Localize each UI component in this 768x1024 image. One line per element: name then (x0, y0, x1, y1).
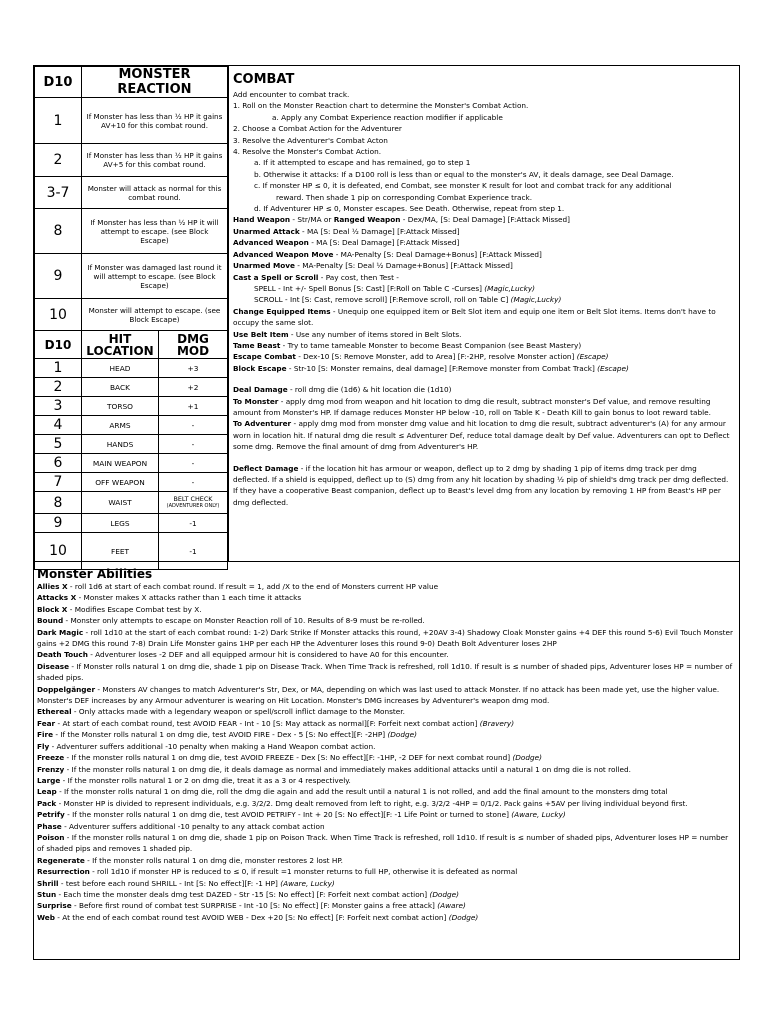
action-desc: - Try to tame tameable Monster to become Beast Companion (see Beast Mastery) (280, 340, 582, 350)
action-advanced-weapon (233, 237, 734, 248)
table-row (35, 299, 228, 331)
table-row (35, 177, 228, 209)
location-roll: 2 (35, 378, 82, 397)
ability-name: Leap (37, 787, 57, 797)
location-roll: 8 (35, 492, 82, 514)
ability-item (37, 889, 736, 900)
action-desc: - Dex/MA, [S: Deal Damage] [F:Attack Missed] (400, 215, 571, 225)
combat-substep-cont: reward. Then shade 1 pip on corresponding Combat Experience track. (276, 192, 533, 202)
belt-check-label: BELT CHECK (173, 494, 213, 503)
ability-item (37, 615, 736, 626)
action-term: Cast a Spell or Scroll (233, 272, 319, 282)
location-name: HANDS (82, 435, 159, 454)
ability-item (37, 604, 736, 615)
combat-line: Add encounter to combat track. (233, 90, 350, 99)
ability-name: Phase (37, 821, 62, 831)
action-unarmed-attack (233, 226, 734, 237)
action-term: Unarmed Move (233, 261, 295, 271)
ability-name: Web (37, 912, 55, 922)
damage-to-adventurer (233, 418, 734, 452)
ability-name: Large (37, 775, 61, 785)
action-use-belt-item (233, 329, 734, 340)
action-change-equipped (233, 306, 734, 329)
table-row (35, 359, 228, 378)
ability-item (37, 661, 736, 684)
location-mod: - (159, 454, 228, 473)
table-row (35, 254, 228, 299)
scroll-line (233, 294, 734, 305)
ability-name: Disease (37, 661, 70, 671)
damage-to-monster (233, 396, 734, 419)
ability-name: Bound (37, 616, 64, 626)
action-block-escape (233, 363, 734, 374)
location-mod: +1 (159, 397, 228, 416)
combat-section (230, 66, 738, 561)
table-row (35, 435, 228, 454)
col-hit-location-header: HIT LOCATION (82, 331, 159, 359)
action-desc: - MA-Penalty [S: Deal ½ Damage+Bonus] [F:Attack Missed] (294, 261, 513, 271)
ability-item (37, 764, 736, 775)
monster-abilities-section (34, 561, 739, 923)
action-term: Hand Weapon (233, 215, 291, 225)
reaction-text: If Monster has less than ½ HP it will attempt to escape. (see Block Escape) (82, 209, 228, 254)
action-tag: (Escape) (576, 352, 609, 362)
table-row (35, 397, 228, 416)
combat-substep: a. Apply any Combat Experience reaction modifier if applicable (272, 112, 503, 122)
col-dmg-mod-header: DMG MOD (159, 331, 228, 359)
ability-desc: - At the end of each combat round test AVOID WEB - Dex +20 [S: No effect] [F: Forfeit next combat action] (54, 912, 449, 922)
ability-name: Stun (37, 889, 57, 899)
table-row (35, 98, 228, 144)
combat-substep: c. If monster HP ≤ 0, it is defeated, end Combat, see monster K result for loot and combat track for any additional (254, 181, 672, 191)
ability-item (37, 775, 736, 786)
action-unarmed-move (233, 260, 734, 271)
ability-item (37, 649, 736, 660)
abilities-heading: Monster Abilities (37, 567, 153, 581)
ability-item (37, 912, 736, 923)
location-roll: 6 (35, 454, 82, 473)
ability-desc: - Monsters AV changes to match Adventurer's Str, Dex, or MA, depending on which was last used to attack Monster. If no attack has been made yet, use the higher value. Monster's DEF increases by any Armour adventurer is wearing on Hit Location. Monster's DMG increases by Adventurer's weapon dmg mod. (37, 684, 720, 706)
action-term: Deflect Damage (233, 463, 299, 473)
ability-item (37, 581, 736, 592)
ability-desc: - If the monster rolls natural 1 on dmg die, test AVOID FREEZE - Dex [S: No effect][F: -1HP, -2 DEF for next combat round] (64, 753, 513, 763)
action-term: Unarmed Attack (233, 226, 300, 236)
action-term: Use Belt Item (233, 329, 289, 339)
col-d10-header: D10 (35, 331, 82, 359)
action-desc: - MA [S: Deal ½ Damage] [F:Attack Missed] (299, 226, 460, 236)
ability-item (37, 821, 736, 832)
action-desc: - roll dmg die (1d6) & hit location die (1d10) (287, 385, 452, 395)
reaction-text: If Monster was damaged last round it will attempt to escape. (see Block Escape) (82, 254, 228, 299)
reaction-text: Monster will attack as normal for this combat round. (82, 177, 228, 209)
col-d10-header: D10 (35, 67, 82, 98)
ability-desc: - If the monster rolls natural 1 or 2 on dmg die, treat it as a 3 or 4 respectively. (60, 775, 351, 785)
location-name: BACK (82, 378, 159, 397)
action-term: Change Equipped Items (233, 306, 331, 316)
ability-name: Resurrection (37, 867, 90, 877)
combat-heading: COMBAT (233, 72, 295, 87)
ability-item (37, 706, 736, 717)
ability-desc: - If the monster rolls natural 1 on dmg die, it deals damage as normal and immediately makes additional attacks until a natural 1 on dmg die is not rolled. (64, 764, 631, 774)
table-row (35, 144, 228, 177)
deal-damage (233, 384, 734, 395)
reaction-text: If Monster has less than ½ HP it gains AV+5 for this combat round. (82, 144, 228, 177)
ability-name: Block X (37, 604, 68, 614)
action-advanced-weapon-move (233, 249, 734, 260)
action-tame-beast (233, 340, 734, 351)
table-row (35, 378, 228, 397)
hit-location-table (34, 330, 228, 570)
reaction-roll: 8 (35, 209, 82, 254)
combat-step: 4. Resolve the Monster's Combat Action. (233, 147, 382, 157)
ability-item (37, 809, 736, 820)
scroll-desc: SCROLL - Int [S: Cast, remove scroll] [F:Remove scroll, roll on Table C] (254, 295, 511, 305)
location-mod (159, 492, 228, 514)
ability-name: Shrill (37, 878, 59, 888)
table-row (35, 473, 228, 492)
ability-item (37, 878, 736, 889)
action-desc: - MA [S: Deal Damage] [F:Attack Missed] (308, 238, 460, 248)
action-cast-spell (233, 272, 734, 283)
ability-item (37, 752, 736, 763)
ability-item (37, 729, 736, 740)
deflect-damage (233, 463, 734, 509)
combat-reference-sheet (33, 65, 740, 960)
reaction-roll: 2 (35, 144, 82, 177)
reaction-roll: 1 (35, 98, 82, 144)
ability-item (37, 592, 736, 603)
action-term: Block Escape (233, 363, 287, 373)
combat-step: 2. Choose a Combat Action for the Adventurer (233, 124, 402, 134)
location-name: TORSO (82, 397, 159, 416)
action-term: To Adventurer (233, 419, 292, 429)
ability-name: Dark Magic (37, 627, 84, 637)
action-desc: - Pay cost, then Test - (318, 272, 399, 282)
action-escape-combat (233, 351, 734, 362)
location-mod: -1 (159, 514, 228, 533)
col-monster-reaction-header: MONSTER REACTION (82, 67, 228, 98)
ability-tag: (Dodge) (429, 889, 459, 899)
action-desc: - apply dmg mod from monster dmg value and hit location to dmg die result, subtract adventurer's (A) for any armour worn in location hit. If natural dmg die result ≤ Adventurer Def, reduce total damage dealt by Def value. Adventurers can opt to Deflect some dmg. Remove the final amount of dmg from Adventurer's HP. (233, 419, 730, 452)
ability-tag: (Dodge) (512, 753, 542, 763)
combat-substep: a. If it attempted to escape and has remained, go to step 1 (254, 158, 471, 168)
scroll-tags: (Magic,Lucky) (510, 295, 562, 305)
adventurer-only-note: (ADVENTURER ONLY) (166, 502, 220, 509)
ability-item (37, 900, 736, 911)
location-roll: 9 (35, 514, 82, 533)
ability-name: Pack (37, 798, 57, 808)
location-roll: 5 (35, 435, 82, 454)
location-mod: +2 (159, 378, 228, 397)
ability-name: Freeze (37, 753, 65, 763)
table-row (35, 514, 228, 533)
ability-tag: (Aware) (437, 901, 466, 911)
ability-name: Frenzy (37, 764, 65, 774)
spell-desc: SPELL - Int +/- Spell Bonus [S: Cast] [F:Roll on Table C -Curses] (254, 283, 485, 293)
ability-desc: - Modifies Escape Combat test by X. (67, 604, 202, 614)
reaction-text: If Monster has less than ½ HP it gains AV+10 for this combat round. (82, 98, 228, 144)
location-mod: +3 (159, 359, 228, 378)
ability-name: Death Touch (37, 650, 88, 660)
ability-desc: - If the monster rolls natural 1 on dmg die, test AVOID PETRIFY - Int + 20 [S: No effect][F: -1 Life Point or turned to stone] (64, 810, 512, 820)
table-row (35, 492, 228, 514)
table-row (35, 454, 228, 473)
reaction-roll: 10 (35, 299, 82, 331)
combat-substep: b. Otherwise it attacks: If a D100 roll is less than or equal to the monster's AV, it deals damage, see Deal Damage. (254, 169, 674, 179)
ability-item (37, 684, 736, 707)
ability-name: Fly (37, 741, 50, 751)
combat-step: 3. Resolve the Adventurer's Combat Acton (233, 135, 388, 145)
action-hand-weapon (233, 214, 734, 225)
action-term: To Monster (233, 396, 279, 406)
ability-item (37, 718, 736, 729)
table-row (35, 209, 228, 254)
location-mod: - (159, 473, 228, 492)
table-row (35, 416, 228, 435)
ability-name: Fear (37, 718, 56, 728)
reaction-roll: 3-7 (35, 177, 82, 209)
ability-item (37, 627, 736, 650)
ability-name: Ethereal (37, 707, 72, 717)
ability-desc: - At start of each combat round, test AVOID FEAR - Int - 10 [S: May attack as normal][F: Forfeit next combat action] (55, 718, 480, 728)
ability-name: Surprise (37, 901, 72, 911)
ability-name: Poison (37, 832, 65, 842)
location-roll: 4 (35, 416, 82, 435)
ability-desc: - roll 1d10 if monster HP is reduced to ≤ 0, if result =1 monster returns to full HP, otherwise it is defeated as normal (89, 867, 518, 877)
ability-desc: - test before each round SHRILL - Int [S: No effect][F: -1 HP] (58, 878, 281, 888)
action-term: Advanced Weapon Move (233, 249, 334, 259)
action-desc: - Use any number of items stored in Belt Slots. (288, 329, 462, 339)
action-desc: - Str-10 [S: Monster remains, deal damage] [F:Remove monster from Combat Track] (286, 363, 598, 373)
location-name: FEET (82, 533, 159, 570)
location-name: LEGS (82, 514, 159, 533)
action-term: Deal Damage (233, 385, 288, 395)
action-desc: - Str/MA or (290, 215, 334, 225)
location-name: WAIST (82, 492, 159, 514)
ability-desc: - If the monster rolls natural 1 on dmg die, monster restores 2 lost HP. (84, 855, 343, 865)
left-tables (34, 66, 229, 561)
combat-step: 1. Roll on the Monster Reaction chart to determine the Monster's Combat Action. (233, 101, 529, 111)
ability-name: Attacks X (37, 593, 77, 603)
action-term: Advanced Weapon (233, 238, 309, 248)
ability-desc: - If the monster rolls natural 1 on dmg die, roll the dmg die again and add the result until a natural 1 is not rolled, and add the final amount to the monsters dmg total (56, 787, 668, 797)
location-roll: 1 (35, 359, 82, 378)
ability-tag: (Dodge) (387, 730, 417, 740)
location-mod: -1 (159, 533, 228, 570)
action-desc: - apply dmg mod from weapon and hit location to dmg die result, subtract monster's Def value, and remove resulting amount from Monster's HP. If damage reduces Monster HP below -10, roll on Table K - Death Kill to gain bonus to loot reward table. (233, 396, 711, 417)
reaction-roll: 9 (35, 254, 82, 299)
ability-tag: (Aware, Lucky) (280, 878, 335, 888)
ability-item (37, 866, 736, 877)
ability-tag: (Dodge) (448, 912, 479, 922)
location-name: MAIN WEAPON (82, 454, 159, 473)
ability-desc: - If the Monster rolls natural 1 on dmg die, test AVOID FIRE - Dex - 5 [S: No effect][F: -2HP] (53, 730, 388, 740)
ability-item (37, 832, 736, 855)
ability-name: Allies X (37, 582, 68, 591)
location-name: ARMS (82, 416, 159, 435)
action-tag: (Escape) (597, 363, 629, 373)
ability-item (37, 741, 736, 752)
ability-desc: - Monster HP is divided to represent individuals, e.g. 3/2/2. Dmg dealt removed from left to right, e.g. 3/2/2 -4HP = 0/1/2. Pack gains +5AV per living individual beyond first. (56, 798, 688, 808)
ability-name: Regenerate (37, 855, 85, 865)
ability-name: Petrify (37, 810, 65, 820)
ability-desc: - Monster only attempts to escape on Monster Reaction roll of 10. Results of 8-9 must be re-rolled. (63, 616, 425, 626)
combat-substep: d. If Adventurer HP ≤ 0, Monster escapes. See Death. Otherwise, repeat from step 1. (254, 204, 565, 214)
action-term: Tame Beast (233, 340, 281, 350)
ability-desc: - roll 1d10 at the start of each combat round: 1-2) Dark Strike If Monster attacks this round, +20AV 3-4) Shadowy Cloak Monster gains +4 DEF this round 5-6) Evil Touch Monster gains +2 DMG this round 7-8) Drain Life Monster gains 1HP per each HP the Adventurer loses this round 9-0) Death Bolt Adventurer loses 2HP (37, 627, 734, 649)
reaction-text: Monster will attempt to escape. (see Block Escape) (82, 299, 228, 331)
ability-tag: (Bravery) (479, 718, 515, 728)
location-name: HEAD (82, 359, 159, 378)
location-name: OFF WEAPON (82, 473, 159, 492)
ability-desc: - Only attacks made with a legendary weapon or spell/scroll inflict damage to the Monster. (71, 707, 405, 717)
spell-tags: (Magic,Lucky) (484, 283, 535, 293)
ability-desc: - If Monster rolls natural 1 on dmg die, shade 1 pip on Disease Track. When Time Track is refreshed, roll 1d10. If result is ≤ number of shaded pips, Adventurer loses HP = number of shaded pips. (37, 661, 733, 683)
action-desc: - if the location hit has armour or weapon, deflect up to 2 dmg by shading 1 pip of items dmg track per dmg deflected. If a shield is equipped, deflect up to (S) dmg from any hit location by shading ½ pip of shield's dmg track per dmg deflected. If they have a cooperative Beast companion, deflect up to Beast's level dmg from any location by removing 1 HP from Beast's HP per dmg deflected. (233, 463, 729, 507)
ability-item (37, 798, 736, 809)
action-term: Ranged Weapon (333, 215, 401, 225)
location-roll: 7 (35, 473, 82, 492)
ability-desc: - roll 1d6 at start of each combat round. If result = 1, add /X to the end of Monsters current HP value (67, 582, 439, 591)
ability-name: Fire (37, 730, 54, 740)
action-desc: - Dex-10 [S: Remove Monster, add to Area] [F:-2HP, resolve Monster action] (295, 352, 577, 362)
ability-desc: - Monster makes X attacks rather than 1 each time it attacks (76, 593, 302, 603)
ability-desc: - Adventurer suffers additional -10 penalty when making a Hand Weapon combat action. (49, 741, 376, 751)
monster-reaction-table (34, 66, 228, 331)
ability-desc: - Each time the monster deals dmg test DAZED - Str -15 [S: No effect] [F: Forfeit next combat action] (56, 889, 430, 899)
location-mod: - (159, 435, 228, 454)
location-roll: 3 (35, 397, 82, 416)
ability-desc: - If the monster rolls natural 1 on dmg die, shade 1 pip on Poison Track. When Time Track is refreshed, roll 1d10. If result is ≤ number of shaded pips, Adventurer loses HP = number of shaded pips and removes 1 shaded pip. (37, 832, 729, 854)
spell-line (233, 283, 734, 294)
ability-desc: - Adventurer loses -2 DEF and all equipped armour hit is considered to have A0 for this encounter. (87, 650, 449, 660)
location-mod: - (159, 416, 228, 435)
location-roll: 10 (35, 533, 82, 570)
ability-item (37, 786, 736, 797)
ability-name: Doppelgänger (37, 684, 96, 694)
abilities-list (37, 581, 736, 923)
ability-desc: - Adventurer suffers additional -10 penalty to any attack combat action (61, 821, 325, 831)
ability-tag: (Aware, Lucky) (511, 810, 566, 820)
action-term: Escape Combat (233, 352, 296, 362)
action-desc: - MA-Penalty [S: Deal Damage+Bonus] [F:Attack Missed] (333, 249, 542, 259)
action-desc: - Unequip one equipped item or Belt Slot item and equip one item or Belt Slot items. Items don't have to occupy the same slot. (233, 306, 716, 328)
ability-item (37, 855, 736, 866)
ability-desc: - Before first round of combat test SURPRISE - Int -10 [S: No effect] [F: Monster gains a free attack] (71, 901, 438, 911)
